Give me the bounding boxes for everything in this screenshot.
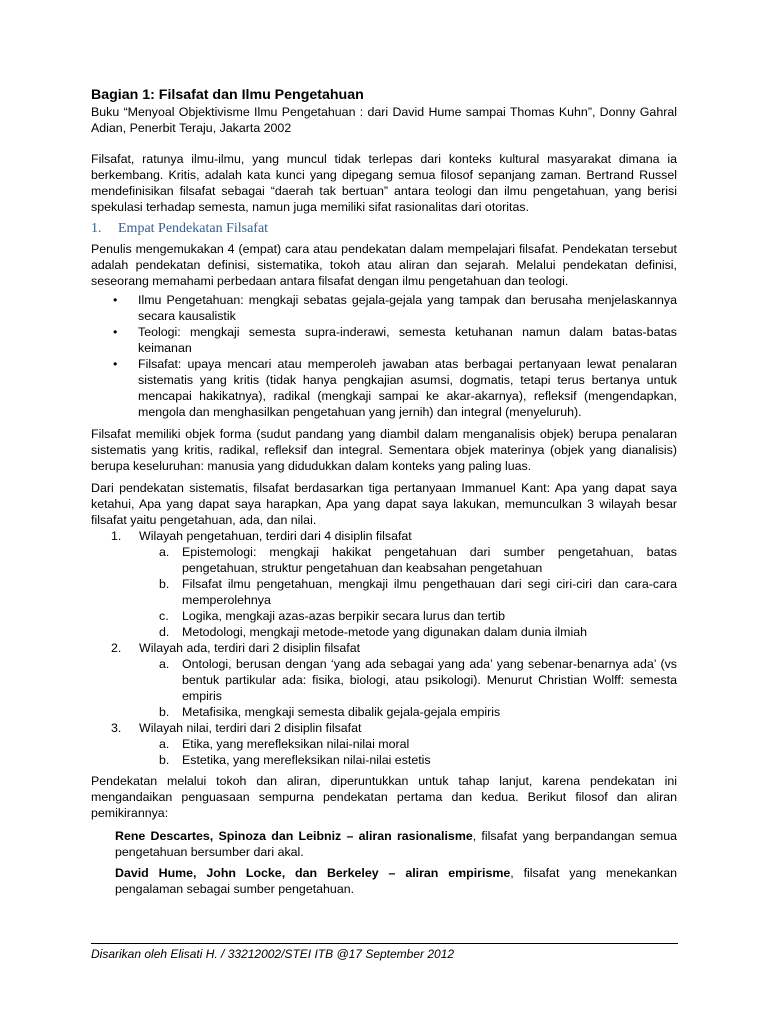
discipline-letter: b.: [159, 577, 170, 591]
discipline-item: [139, 544, 677, 576]
discipline-item: [139, 576, 677, 608]
footer-divider: [91, 943, 678, 944]
discipline-text: Metodologi, mengkaji metode-metode yang digunakan dalam dunia ilmiah: [182, 625, 588, 639]
discipline-item: [139, 736, 677, 752]
area-text: Wilayah pengetahuan, terdiri dari 4 disiplin filsafat: [139, 529, 412, 543]
discipline-text: Epistemologi: mengkaji hakikat pengetahuan dari sumber pengetahuan, batas pengetahuan, struktur pengetahuan dan keabsahan pengetahuan: [182, 545, 677, 575]
school-name: aliran empirisme: [405, 866, 511, 880]
discipline-letter: c.: [159, 609, 169, 623]
page-title: Bagian 1: Filsafat dan Ilmu Pengetahuan: [91, 87, 364, 103]
philosopher-entry: [91, 828, 677, 860]
bullet-text: Filsafat: upaya mencari atau memperoleh jawaban atas berbagai pertanyaan lewat penalaran sistematis yang kritis (tidak hanya pengkajian asumsi, dogmatis, tetapi terus bertanya untuk mencapai hakikatnya), radikal (mengkaji sampai ke akar-akarnya), refleksif (mengendapkan, mengola dan menghasilkan pengetahuan yang jernih) dan integral (menyeluruh).: [138, 357, 677, 419]
section-title: Empat Pendekatan Filsafat: [118, 221, 269, 236]
bullet-text: Teologi: mengkaji semesta supra-inderawi, semesta ketuhanan namun dalam batas-batas keimanan: [138, 325, 677, 355]
kant-paragraph: Dari pendekatan sistematis, filsafat berdasarkan tiga pertanyaan Immanuel Kant: Apa yang dapat saya ketahui, Apa yang dapat saya harapkan, Apa yang dapat saya lakukan, memunculkan 3 wilayah besar filsafat yaitu pengetahuan, ada, dan nilai.: [91, 481, 677, 527]
entry-dash: –: [341, 829, 359, 843]
discipline-item: [139, 608, 677, 624]
bullet-symbol: •: [113, 325, 118, 339]
area-number: 1.: [111, 529, 122, 543]
philosopher-names: David Hume, John Locke, dan Berkeley: [115, 866, 379, 880]
discipline-letter: b.: [159, 705, 170, 719]
bullet-item: [91, 324, 677, 356]
area-number: 3.: [111, 721, 122, 735]
book-reference: Buku “Menyoal Objektivisme Ilmu Pengetahuan : dari David Hume sampai Thomas Kuhn”, Donny Gahral Adian, Penerbit Teraju, Jakarta 2002: [91, 105, 677, 135]
bullet-text: Ilmu Pengetahuan: mengkaji sebatas gejala-gejala yang tampak dan berusaha menjelaskannya secara kausalistik: [138, 293, 677, 323]
discipline-list: [91, 544, 677, 640]
discipline-item: [139, 704, 677, 720]
page-footer: Disarikan oleh Elisati H. / 33212002/STEI ITB @17 September 2012: [91, 947, 455, 961]
intro-paragraph: Filsafat, ratunya ilmu-ilmu, yang muncul tidak terlepas dari konteks kultural masyarakat dimana ia berkembang. Kritis, adalah kata kunci yang dipegang semua filosof sepanjang zaman. Bertrand Russel mendefinisikan filsafat sebagai “daerah tak bertuan” antara teologi dan ilmu pengetahuan, yang berisi spekulasi terhadap semesta, namun juga memiliki sifat rasionalitas dari otoritas.: [91, 152, 677, 214]
discipline-text: Estetika, yang merefleksikan nilai-nilai estetis: [182, 753, 431, 767]
area-number: 2.: [111, 641, 122, 655]
approach-paragraph: Penulis mengemukakan 4 (empat) cara atau pendekatan dalam mempelajari filsafat. Pendekatan tersebut adalah pendekatan definisi, sistematika, tokoh atau aliran dan sejarah. Melalui pendekatan definisi, seseorang memahami perbedaan antara filsafat dengan ilmu pengetahuan dan teologi.: [91, 242, 677, 288]
section-number: 1.: [91, 221, 102, 236]
school-description: , filsafat yang menekankan pengalaman sebagai sumber pengetahuan.: [115, 866, 677, 896]
discipline-text: Etika, yang merefleksikan nilai-nilai moral: [182, 737, 410, 751]
discipline-item: [139, 624, 677, 640]
discipline-letter: a.: [159, 737, 170, 751]
bullet-symbol: •: [113, 293, 118, 307]
document-body: [91, 86, 677, 902]
discipline-list: [91, 656, 677, 720]
bullet-item: [91, 292, 677, 324]
discipline-list: [91, 736, 677, 768]
bullet-item: [91, 356, 677, 420]
area-text: Wilayah ada, terdiri dari 2 disiplin filsafat: [139, 641, 361, 655]
philosopher-entry: [91, 865, 677, 897]
discipline-item: [139, 752, 677, 768]
discipline-text: Metafisika, mengkaji semesta dibalik gejala-gejala empiris: [182, 705, 501, 719]
discipline-letter: a.: [159, 545, 170, 559]
area-item: [91, 720, 677, 768]
philosophy-areas-list: [91, 528, 677, 768]
discipline-text: Logika, mengkaji azas-azas berpikir secara lurus dan tertib: [182, 609, 506, 623]
area-text: Wilayah nilai, terdiri dari 2 disiplin filsafat: [139, 721, 362, 735]
philosopher-names: Rene Descartes, Spinoza dan Leibniz: [115, 829, 342, 843]
discipline-letter: a.: [159, 657, 170, 671]
school-description: , filsafat yang berpandangan semua pengetahuan bersumber dari akal.: [115, 829, 678, 859]
discipline-item: [139, 656, 677, 704]
school-name: aliran rasionalisme: [358, 829, 473, 843]
object-paragraph: Filsafat memiliki objek forma (sudut pandang yang diambil dalam menganalisis objek) berupa penalaran sistematis yang kritis, radikal, refleksif dan integral. Sementara objek materinya (objek yang dianalisis) berupa keseluruhan: manusia yang didudukkan dalam konteks yang paling luas.: [91, 427, 677, 473]
philosophers-list: [91, 828, 677, 897]
discipline-letter: b.: [159, 753, 170, 767]
discipline-text: Filsafat ilmu pengetahuan, mengkaji ilmu pengethauan dari segi ciri-ciri dan cara-cara memperolehnya: [182, 577, 677, 607]
figures-paragraph: Pendekatan melalui tokoh dan aliran, diperuntukkan untuk tahap lanjut, karena pendekatan ini mengandaikan penguasaan sempurna pendekatan pertama dan kedua. Berikut filosof dan aliran pemikirannya:: [91, 774, 677, 820]
area-item: [91, 640, 677, 720]
discipline-letter: d.: [159, 625, 170, 639]
area-item: [91, 528, 677, 640]
definition-bullet-list: [91, 292, 677, 420]
section-heading: [91, 220, 677, 238]
bullet-symbol: •: [113, 357, 118, 371]
entry-dash: –: [378, 866, 406, 880]
discipline-text: Ontologi, berusan dengan ‘yang ada sebagai yang ada’ yang sebenar-benarnya ada’ (vs bentuk partikular ada: fisika, biologi, atau psikologi). Menurut Christian Wolff: semesta empiris: [182, 657, 677, 703]
